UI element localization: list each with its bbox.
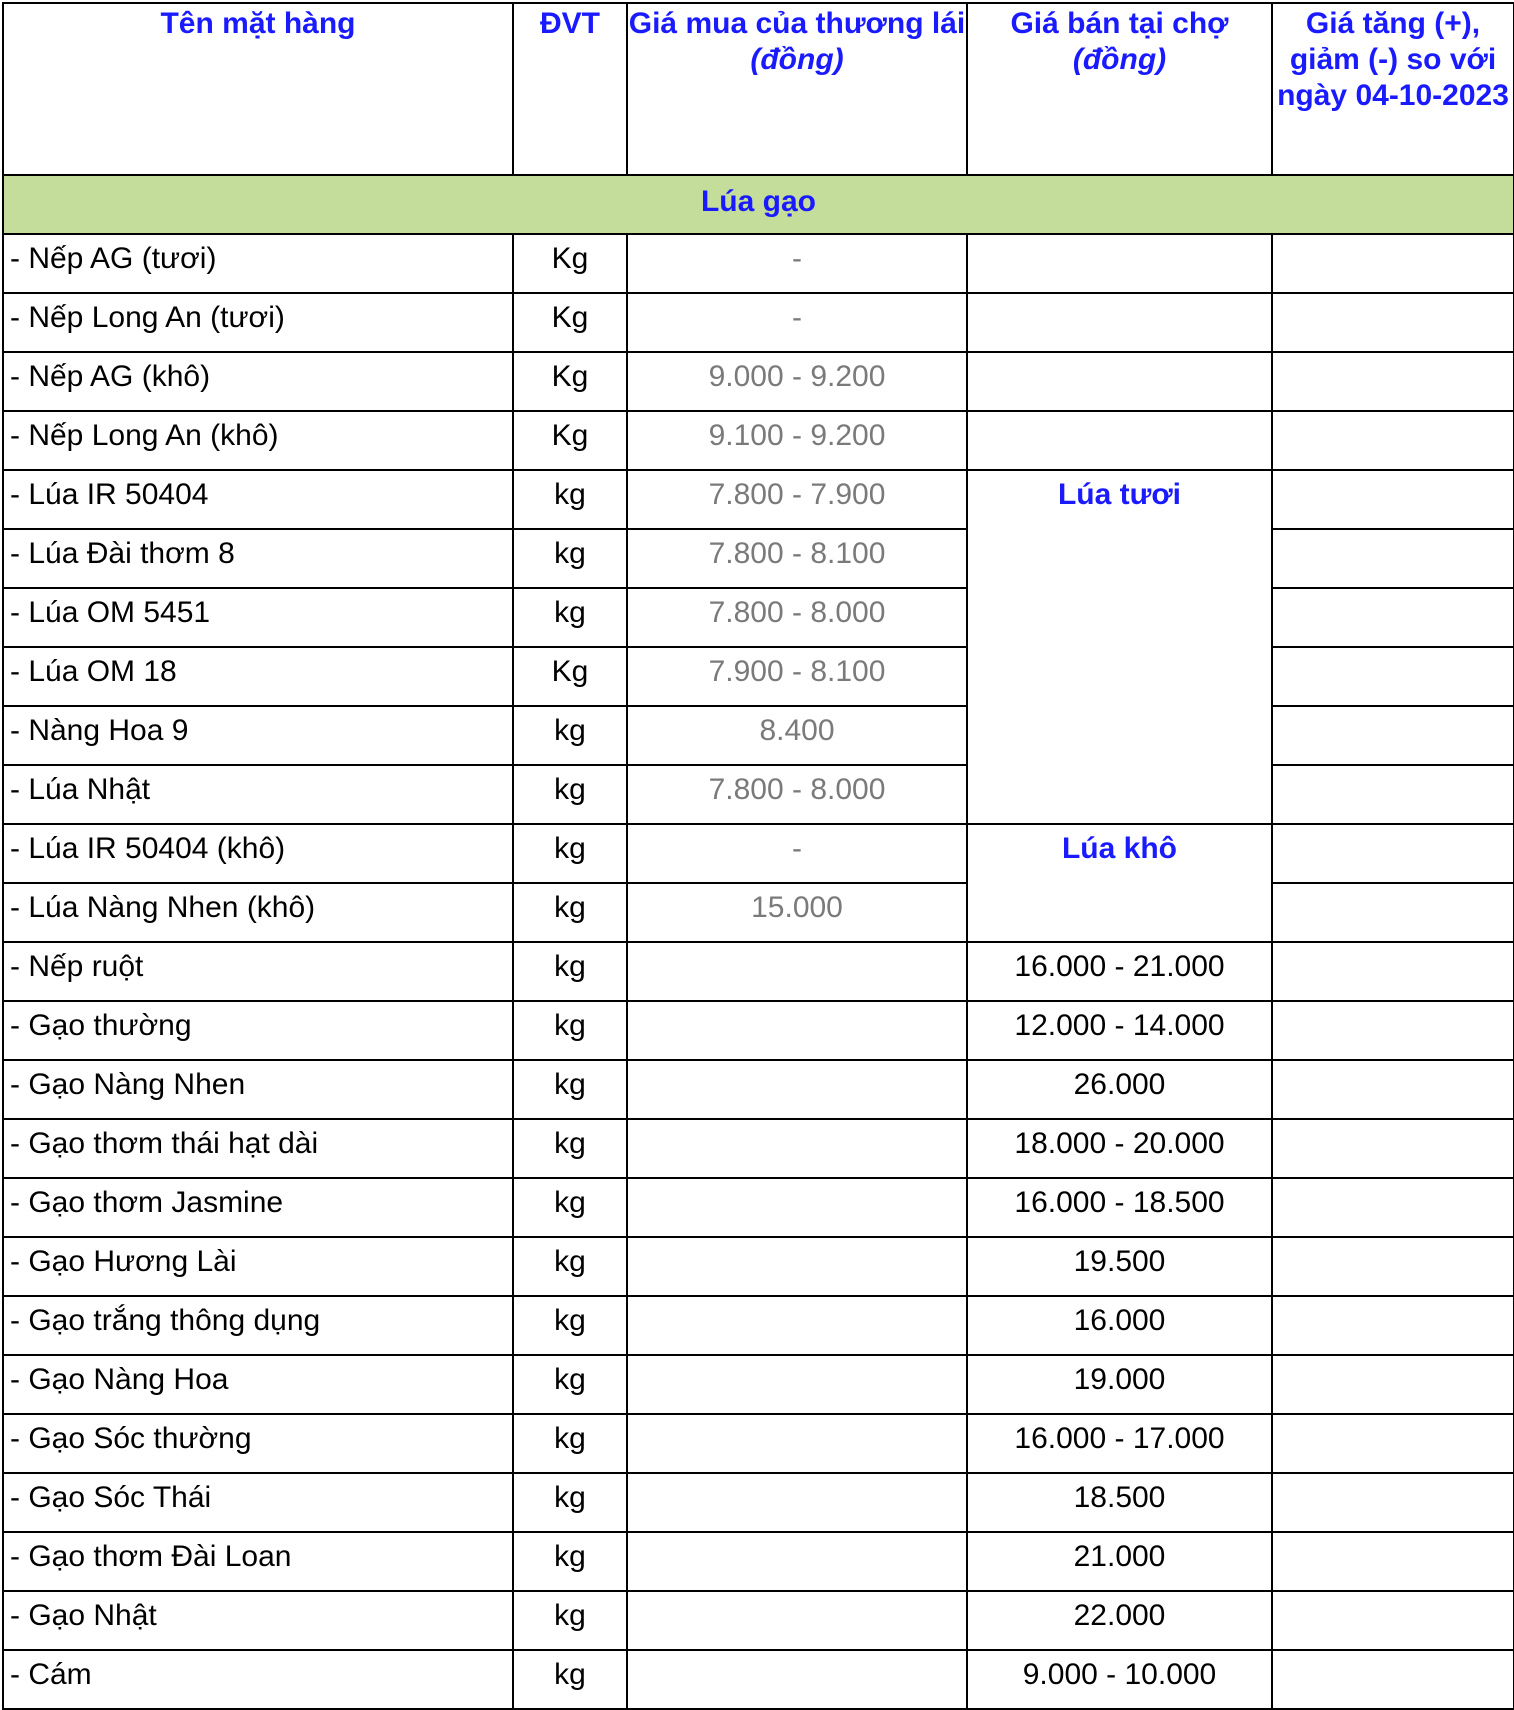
item-unit: kg xyxy=(513,1532,627,1591)
buy-price: 7.800 - 8.000 xyxy=(627,765,967,824)
sell-price: 18.000 - 20.000 xyxy=(967,1119,1272,1178)
buy-price: 15.000 xyxy=(627,883,967,942)
item-unit: kg xyxy=(513,588,627,647)
buy-price xyxy=(627,942,967,1001)
item-unit: Kg xyxy=(513,293,627,352)
buy-price xyxy=(627,1001,967,1060)
item-name: - Lúa Nhật xyxy=(3,765,513,824)
table-row xyxy=(3,1001,1514,1060)
price-change xyxy=(1272,1060,1514,1119)
table-row xyxy=(3,1237,1514,1296)
buy-price: 7.800 - 7.900 xyxy=(627,470,967,529)
table-row xyxy=(3,1650,1514,1709)
sell-price xyxy=(967,352,1272,411)
item-unit: kg xyxy=(513,1119,627,1178)
table-row xyxy=(3,470,1514,529)
sell-price xyxy=(967,411,1272,470)
header-unit: ĐVT xyxy=(513,3,627,175)
sell-price: 19.000 xyxy=(967,1355,1272,1414)
buy-price xyxy=(627,1178,967,1237)
sell-price xyxy=(967,234,1272,293)
item-name: - Lúa IR 50404 xyxy=(3,470,513,529)
buy-price: 8.400 xyxy=(627,706,967,765)
price-change xyxy=(1272,824,1514,883)
table-row xyxy=(3,234,1514,293)
sell-price: 26.000 xyxy=(967,1060,1272,1119)
price-change xyxy=(1272,1414,1514,1473)
price-change xyxy=(1272,1473,1514,1532)
buy-price: 9.000 - 9.200 xyxy=(627,352,967,411)
price-change xyxy=(1272,1119,1514,1178)
buy-price xyxy=(627,1237,967,1296)
sell-price: 12.000 - 14.000 xyxy=(967,1001,1272,1060)
table-row xyxy=(3,1532,1514,1591)
price-change xyxy=(1272,1237,1514,1296)
table-row xyxy=(3,883,1514,942)
price-change xyxy=(1272,1178,1514,1237)
buy-price: 7.800 - 8.100 xyxy=(627,529,967,588)
price-table xyxy=(2,2,1514,1710)
sell-price: 16.000 xyxy=(967,1296,1272,1355)
buy-price: 7.800 - 8.000 xyxy=(627,588,967,647)
item-unit: Kg xyxy=(513,647,627,706)
sell-price: 22.000 xyxy=(967,1591,1272,1650)
item-unit: kg xyxy=(513,1355,627,1414)
item-unit: kg xyxy=(513,706,627,765)
price-change xyxy=(1272,1650,1514,1709)
item-name: - Nếp Long An (tươi) xyxy=(3,293,513,352)
sell-price: 16.000 - 17.000 xyxy=(967,1414,1272,1473)
item-unit: kg xyxy=(513,1178,627,1237)
item-name: - Gạo Sóc Thái xyxy=(3,1473,513,1532)
price-change xyxy=(1272,942,1514,1001)
price-change xyxy=(1272,1001,1514,1060)
table-row xyxy=(3,1178,1514,1237)
price-change xyxy=(1272,883,1514,942)
item-name: - Gạo Nàng Hoa xyxy=(3,1355,513,1414)
buy-price: 9.100 - 9.200 xyxy=(627,411,967,470)
header-buy-unit: (đồng) xyxy=(750,43,844,76)
item-name: - Lúa Đài thơm 8 xyxy=(3,529,513,588)
header-sell-unit: (đồng) xyxy=(1072,43,1167,76)
table-row xyxy=(3,942,1514,1001)
header-row xyxy=(3,3,1514,175)
price-change xyxy=(1272,1591,1514,1650)
header-sell-price xyxy=(967,3,1272,175)
buy-price: 7.900 - 8.100 xyxy=(627,647,967,706)
table-row xyxy=(3,293,1514,352)
buy-price xyxy=(627,1532,967,1591)
table-row xyxy=(3,1355,1514,1414)
item-name: - Nếp Long An (khô) xyxy=(3,411,513,470)
item-unit: kg xyxy=(513,1237,627,1296)
item-unit: kg xyxy=(513,1414,627,1473)
buy-price xyxy=(627,1296,967,1355)
table-row xyxy=(3,588,1514,647)
merged-label-lua-tuoi: Lúa tươi xyxy=(967,470,1272,824)
price-change xyxy=(1272,293,1514,352)
item-name: - Nếp ruột xyxy=(3,942,513,1001)
buy-price xyxy=(627,1060,967,1119)
price-change xyxy=(1272,352,1514,411)
table-row xyxy=(3,529,1514,588)
header-sell-label: Giá bán tại chợ xyxy=(1010,7,1229,40)
price-change xyxy=(1272,1296,1514,1355)
header-buy-label: Giá mua của thương lái xyxy=(628,7,966,40)
table-row xyxy=(3,1473,1514,1532)
section-row xyxy=(3,175,1514,234)
item-unit: kg xyxy=(513,1591,627,1650)
table-row xyxy=(3,1296,1514,1355)
table-row xyxy=(3,1591,1514,1650)
item-name: - Gạo trắng thông dụng xyxy=(3,1296,513,1355)
price-change xyxy=(1272,234,1514,293)
item-name: - Gạo Nàng Nhen xyxy=(3,1060,513,1119)
price-change xyxy=(1272,1532,1514,1591)
table-row xyxy=(3,1119,1514,1178)
price-change xyxy=(1272,411,1514,470)
sell-price xyxy=(967,293,1272,352)
buy-price: - xyxy=(627,824,967,883)
item-name: - Lúa OM 18 xyxy=(3,647,513,706)
price-change xyxy=(1272,647,1514,706)
buy-price xyxy=(627,1650,967,1709)
item-name: - Lúa IR 50404 (khô) xyxy=(3,824,513,883)
header-name: Tên mặt hàng xyxy=(3,3,513,175)
sell-price: 19.500 xyxy=(967,1237,1272,1296)
item-unit: kg xyxy=(513,883,627,942)
buy-price xyxy=(627,1591,967,1650)
table-row xyxy=(3,647,1514,706)
sell-price: 21.000 xyxy=(967,1532,1272,1591)
header-change: Giá tăng (+), giảm (-) so với ngày 04-10-2023 xyxy=(1272,3,1514,175)
buy-price: - xyxy=(627,293,967,352)
merged-label-lua-kho: Lúa khô xyxy=(967,824,1272,942)
item-unit: kg xyxy=(513,1060,627,1119)
sell-price: 9.000 - 10.000 xyxy=(967,1650,1272,1709)
buy-price xyxy=(627,1473,967,1532)
item-name: - Gạo Sóc thường xyxy=(3,1414,513,1473)
buy-price xyxy=(627,1119,967,1178)
price-change xyxy=(1272,470,1514,529)
buy-price xyxy=(627,1355,967,1414)
item-name: - Gạo thơm thái hạt dài xyxy=(3,1119,513,1178)
price-change xyxy=(1272,706,1514,765)
item-unit: Kg xyxy=(513,352,627,411)
item-unit: kg xyxy=(513,1001,627,1060)
item-unit: Kg xyxy=(513,411,627,470)
price-change xyxy=(1272,529,1514,588)
price-change xyxy=(1272,588,1514,647)
table-row xyxy=(3,1414,1514,1473)
item-name: - Lúa OM 5451 xyxy=(3,588,513,647)
item-unit: kg xyxy=(513,529,627,588)
sell-price: 18.500 xyxy=(967,1473,1272,1532)
item-unit: Kg xyxy=(513,234,627,293)
buy-price xyxy=(627,1414,967,1473)
buy-price: - xyxy=(627,234,967,293)
item-name: - Gạo thơm Jasmine xyxy=(3,1178,513,1237)
sell-price: 16.000 - 21.000 xyxy=(967,942,1272,1001)
price-change xyxy=(1272,765,1514,824)
item-name: - Gạo thường xyxy=(3,1001,513,1060)
item-unit: kg xyxy=(513,765,627,824)
table-row xyxy=(3,352,1514,411)
table-row xyxy=(3,824,1514,883)
table-row xyxy=(3,1060,1514,1119)
sell-price: 16.000 - 18.500 xyxy=(967,1178,1272,1237)
table-row xyxy=(3,765,1514,824)
item-name: - Gạo Hương Lài xyxy=(3,1237,513,1296)
header-buy-price xyxy=(627,3,967,175)
item-unit: kg xyxy=(513,824,627,883)
table-row xyxy=(3,411,1514,470)
item-unit: kg xyxy=(513,1473,627,1532)
price-change xyxy=(1272,1355,1514,1414)
item-name: - Gạo Nhật xyxy=(3,1591,513,1650)
item-name: - Nếp AG (tươi) xyxy=(3,234,513,293)
item-unit: kg xyxy=(513,1650,627,1709)
item-name: - Nếp AG (khô) xyxy=(3,352,513,411)
item-unit: kg xyxy=(513,1296,627,1355)
item-name: - Lúa Nàng Nhen (khô) xyxy=(3,883,513,942)
item-unit: kg xyxy=(513,942,627,1001)
section-title: Lúa gạo xyxy=(3,175,1514,234)
item-name: - Nàng Hoa 9 xyxy=(3,706,513,765)
table-row xyxy=(3,706,1514,765)
item-name: - Cám xyxy=(3,1650,513,1709)
item-unit: kg xyxy=(513,470,627,529)
item-name: - Gạo thơm Đài Loan xyxy=(3,1532,513,1591)
